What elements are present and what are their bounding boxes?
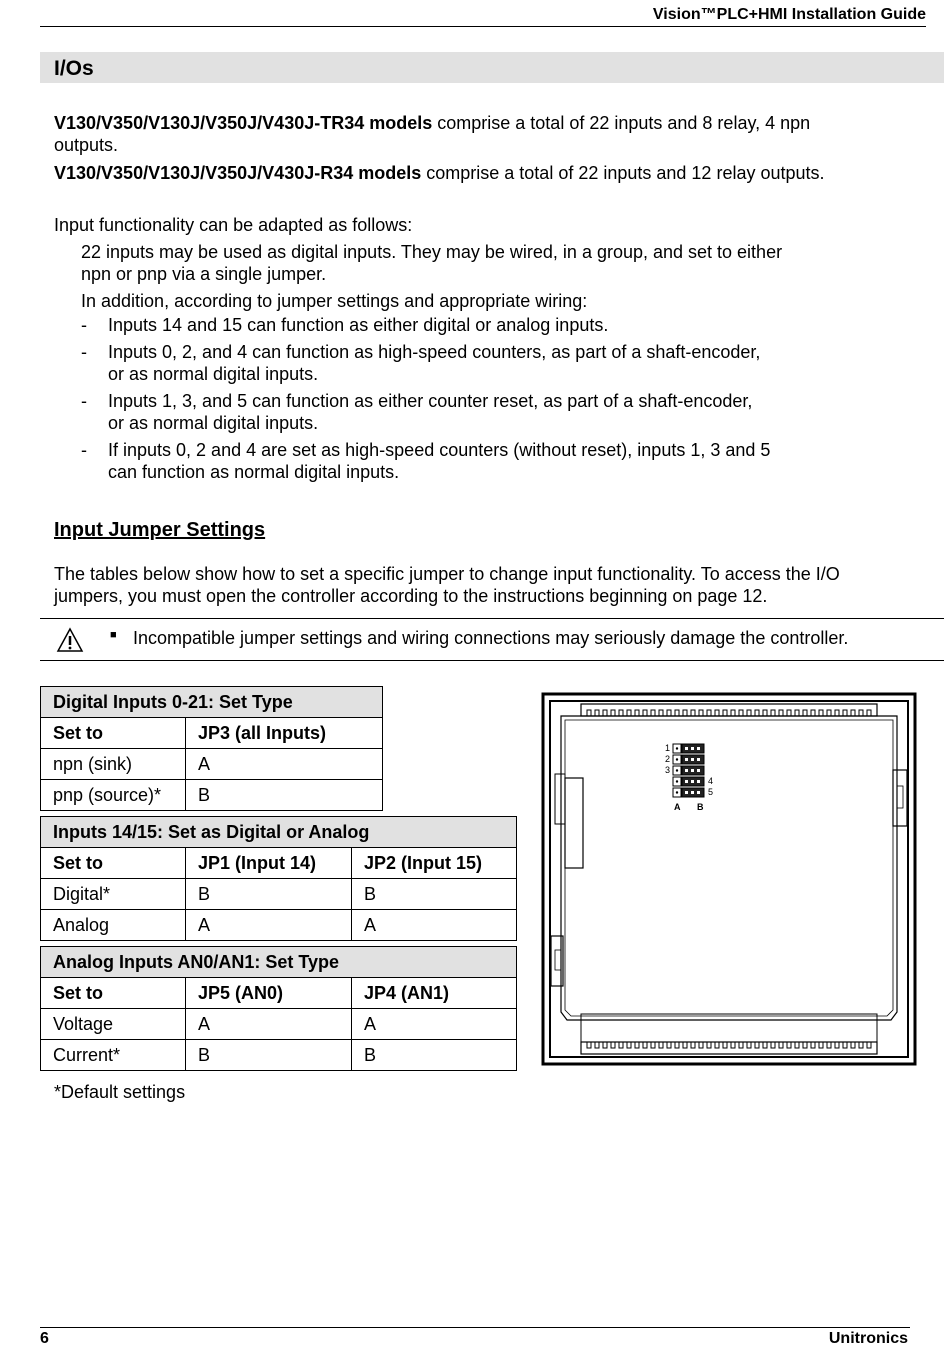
table-cell: B [352,1040,517,1071]
digital-inputs-jumper-table [40,686,383,811]
list-item-text: Inputs 1, 3, and 5 can function as either counter reset, as part of a shaft-encoder, or as normal digital inputs. [108,391,753,433]
connector-pin [675,710,679,716]
digital-inputs-line1: 22 inputs may be used as digital inputs. They may be wired, in a group, and set to either [81,242,783,262]
table-row [41,1040,517,1071]
connector-pin [603,1042,607,1048]
list-item [81,341,901,385]
connector-pin [675,1042,679,1048]
jumper-cap-hole [685,780,688,783]
connector-pin [643,1042,647,1048]
jumper-row-label: 2 [665,754,671,764]
dash-marker: - [81,315,87,335]
connector-pin [827,1042,831,1048]
table-cell: Digital* [41,879,186,910]
connector-pin [635,710,639,716]
r34-model-names: V130/V350/V130J/V350J/V430J-R34 models [54,163,422,183]
table-title: Inputs 14/15: Set as Digital or Analog [41,817,517,848]
page-number: 6 [40,1330,49,1347]
connector-pin [835,710,839,716]
table-cell: npn (sink) [41,749,186,780]
connector-pin [739,710,743,716]
subsection-title: Input Jumper Settings [54,519,266,541]
list-item [81,439,901,483]
controller-jumper-diagram [541,692,917,1071]
column-header: JP4 (AN1) [352,978,517,1009]
connector-pin [723,1042,727,1048]
r34-description: comprise a total of 22 inputs and 12 relay outputs. [421,163,825,183]
connector-pin [851,1042,855,1048]
jumper-cap-hole [685,791,688,794]
connector-pin [723,710,727,716]
connector-pin [651,1042,655,1048]
connector-pin [835,1042,839,1048]
column-header: JP5 (AN0) [186,978,352,1009]
table-cell: A [352,1009,517,1040]
input-functionality-intro: Input functionality can be adapted as follows: [54,215,413,235]
connector-pin [731,1042,735,1048]
list-item-text: Inputs 0, 2, and 4 can function as high-speed counters, as part of a shaft-encoder, or as normal digital inputs. [108,342,761,384]
jumper-pin-dot [676,769,678,771]
column-header: Set to [41,848,186,879]
jumper-cap-hole [691,780,694,783]
bullet-square-icon: ■ [110,629,117,641]
jumper-cap-hole [697,780,700,783]
table-cell: B [186,1040,352,1071]
warning-bottom-rule [40,660,944,661]
jumper-row-label: 4 [708,776,714,786]
jumper-cap-hole [685,769,688,772]
footer-brand: Unitronics [828,1330,908,1347]
analog-digital-jumper-table [40,816,517,941]
table-row [41,780,383,811]
connector-pin [771,710,775,716]
document-header-title: Vision™PLC+HMI Installation Guide [652,6,926,23]
jumper-cap-hole [697,791,700,794]
analog-type-jumper-table [40,946,517,1071]
connector-pin [683,1042,687,1048]
table-cell: A [186,749,383,780]
jumper-instructions-paragraph: The tables below show how to set a specific jumper to change input functionality. To access the I/O jumpers, you must open the controller according to the instructions beginning on page 12. [54,564,840,606]
connector-pin [819,1042,823,1048]
connector-pin [795,710,799,716]
connector-pin [819,710,823,716]
connector-pin [667,1042,671,1048]
connector-pin [587,1042,591,1048]
table-cell: A [186,1009,352,1040]
connector-pin [763,710,767,716]
connector-pin [811,1042,815,1048]
jumper-col-label: A [674,802,681,812]
jumper-row-label: 3 [665,765,671,775]
connector-pin [691,1042,695,1048]
list-item [81,390,901,434]
jumper-cap-hole [691,758,694,761]
connector-pin [843,710,847,716]
warning-top-rule [40,618,944,619]
connector-pin [763,1042,767,1048]
warning-text: Incompatible jumper settings and wiring connections may seriously damage the controller. [133,628,849,648]
connector-pin [699,1042,703,1048]
list-item-text: If inputs 0, 2 and 4 are set as high-speed counters (without reset), inputs 1, 3 and 5 can function as normal digital inputs. [108,440,771,482]
table-cell: Analog [41,910,186,941]
connector-pin [619,710,623,716]
intro-paragraph-r34 [54,162,904,184]
column-header: JP2 (Input 15) [352,848,517,879]
connector-pin [739,1042,743,1048]
footer-rule [40,1327,910,1328]
connector-pin [611,710,615,716]
column-header: Set to [41,718,186,749]
connector-pin [859,1042,863,1048]
connector-pin [811,710,815,716]
table-row [41,749,383,780]
connector-pin [747,710,751,716]
table-cell: B [186,879,352,910]
connector-pin [627,710,631,716]
connector-pin [627,1042,631,1048]
connector-pin [859,710,863,716]
connector-pin [611,1042,615,1048]
table-cell: A [352,910,517,941]
connector-pin [651,710,655,716]
jumper-cap-hole [685,747,688,750]
digital-inputs-paragraph [81,241,901,285]
connector-pin [851,710,855,716]
connector-pin [683,710,687,716]
connector-pin [659,1042,663,1048]
connector-pin [795,1042,799,1048]
connector-pin [779,1042,783,1048]
intro-paragraph-tr34 [54,112,904,156]
connector-pin [659,710,663,716]
table-cell: Current* [41,1040,186,1071]
table-row [41,1009,517,1040]
jumper-cap-hole [685,758,688,761]
dash-marker: - [81,440,87,460]
connector-pin [595,1042,599,1048]
tr34-description: comprise a total of 22 inputs and 8 relay, 4 npn [432,113,811,133]
connector-pin [731,710,735,716]
column-header: Set to [41,978,186,1009]
table-cell: B [352,879,517,910]
connector-pin [715,1042,719,1048]
jumper-row-label: 5 [708,787,714,797]
connector-pin [755,1042,759,1048]
table-row [41,879,517,910]
jumper-pin-dot [676,747,678,749]
connector-pin [803,710,807,716]
dash-marker: - [81,391,87,411]
connector-pin [715,710,719,716]
connector-pin [619,1042,623,1048]
list-item-text: Inputs 14 and 15 can function as either digital or analog inputs. [108,315,609,335]
jumper-addition-paragraph: In addition, according to jumper settings and appropriate wiring: [81,291,588,311]
connector-pin [779,710,783,716]
connector-pin [707,710,711,716]
tr34-model-names: V130/V350/V130J/V350J/V430J-TR34 models [54,113,433,133]
jumper-pin-dot [676,780,678,782]
connector-pin [843,1042,847,1048]
warning-triangle-icon [56,627,84,658]
connector-pin [707,1042,711,1048]
digital-inputs-line2: npn or pnp via a single jumper. [81,264,327,284]
jumper-pin-dot [676,758,678,760]
dash-marker: - [81,342,87,362]
table-row [41,910,517,941]
section-heading-bar [40,52,944,83]
connector-pin [747,1042,751,1048]
jumper-cap-hole [691,769,694,772]
jumper-cap-hole [697,769,700,772]
connector-pin [699,710,703,716]
list-item [81,314,901,336]
section-title: I/Os [54,57,94,80]
table-title: Analog Inputs AN0/AN1: Set Type [41,947,517,978]
table-title: Digital Inputs 0-21: Set Type [41,687,383,718]
column-header: JP1 (Input 14) [186,848,352,879]
connector-pin [603,710,607,716]
table-cell: B [186,780,383,811]
jumper-col-label: B [697,802,704,812]
column-header: JP3 (all Inputs) [186,718,383,749]
jumper-cap-hole [697,747,700,750]
connector-pin [787,1042,791,1048]
header-rule [40,26,926,27]
tr34-description-cont: outputs. [54,135,119,155]
connector-pin [803,1042,807,1048]
connector-pin [867,1042,871,1048]
table-cell: A [186,910,352,941]
connector-pin [643,710,647,716]
connector-pin [691,710,695,716]
jumper-cap-hole [691,747,694,750]
connector-pin [587,710,591,716]
connector-pin [787,710,791,716]
table-cell: pnp (source)* [41,780,186,811]
jumper-cap-hole [691,791,694,794]
default-settings-footnote: *Default settings [54,1082,186,1102]
jumper-pin-dot [676,791,678,793]
connector-pin [867,710,871,716]
table-cell: Voltage [41,1009,186,1040]
connector-pin [667,710,671,716]
connector-pin [827,710,831,716]
jumper-row-label: 1 [665,743,671,753]
connector-pin [755,710,759,716]
connector-pin [771,1042,775,1048]
jumper-cap-hole [697,758,700,761]
connector-pin [595,710,599,716]
connector-pin [635,1042,639,1048]
